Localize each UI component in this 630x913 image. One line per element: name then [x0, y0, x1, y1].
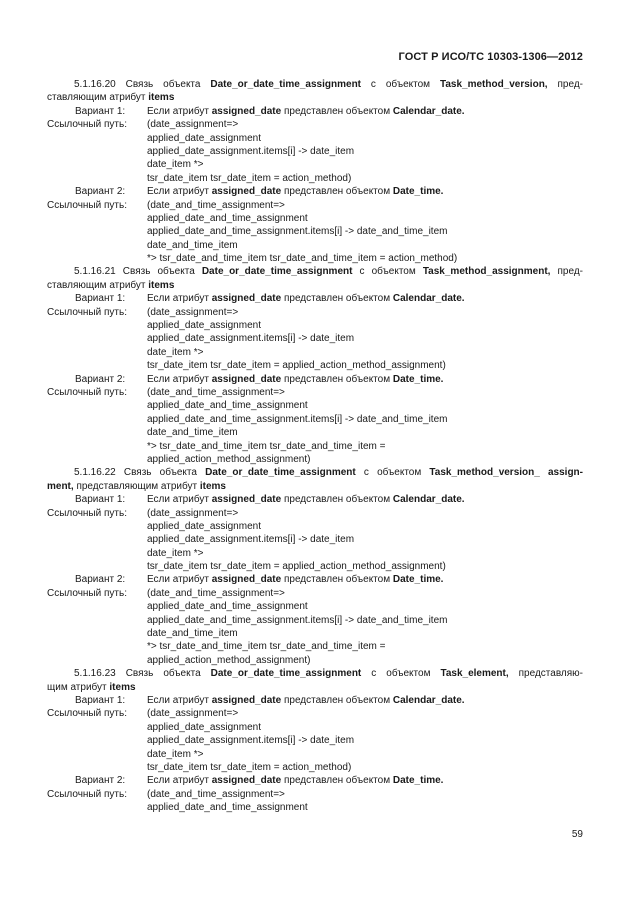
reference-value [147, 640, 385, 653]
reference-line [47, 734, 583, 747]
reference-line [47, 292, 583, 305]
bold-term: ment, [47, 480, 74, 492]
reference-value [147, 440, 385, 453]
reference-value [147, 252, 457, 265]
reference-value [147, 721, 261, 734]
reference-value [147, 212, 308, 225]
reference-line [47, 453, 583, 466]
document-body [47, 78, 583, 814]
reference-value [147, 306, 238, 319]
text-run: представлен объектом [281, 373, 393, 385]
text-run: applied_date_assignment [147, 132, 261, 144]
reference-value [147, 373, 443, 386]
variant-label: Вариант 2: [75, 373, 126, 385]
text-run: date_item *> [147, 547, 204, 559]
reference-line [47, 654, 583, 667]
reference-line [47, 105, 583, 118]
reference-value [147, 573, 443, 586]
reference-line [47, 761, 583, 774]
reference-line [47, 520, 583, 533]
reference-line [47, 547, 583, 560]
reference-value [147, 426, 238, 439]
text-run: applied_date_and_time_assignment.items[i] -> date_and_time_item [147, 226, 448, 238]
paragraph-line [47, 681, 583, 694]
reference-line [47, 158, 583, 171]
text-run: с объектом [361, 668, 441, 680]
text-run: представлен объектом [281, 775, 393, 787]
text-run: ставляющим атрибут [47, 92, 149, 104]
reference-line [47, 252, 583, 265]
reference-line [47, 145, 583, 158]
reference-line [47, 533, 583, 546]
paragraph-line [47, 466, 583, 479]
variant-label: Вариант 2: [75, 574, 126, 586]
text-run: *> tsr_date_and_time_item tsr_date_and_time_item = [147, 440, 386, 452]
reference-line [47, 239, 583, 252]
reference-value [147, 694, 465, 707]
bold-term: items [148, 279, 175, 291]
reference-value [147, 801, 308, 814]
reference-value [147, 520, 261, 533]
reference-value [147, 547, 203, 560]
reference-value [147, 600, 308, 613]
reference-value [147, 386, 285, 399]
text-run: applied_date_assignment.items[i] -> date_item [147, 534, 355, 546]
reference-value [147, 627, 238, 640]
text-run: applied_date_and_time_assignment [147, 802, 308, 814]
bold-term: Date_or_date_time_assignment [205, 467, 356, 479]
reference-value [147, 145, 354, 158]
bold-term: Calendar_date. [392, 494, 465, 506]
text-run: applied_date_assignment.items[i] -> date_item [147, 145, 355, 157]
reference-line [47, 694, 583, 707]
text-run: 5.1.16.21 Связь объекта [74, 266, 202, 278]
reference-value [147, 734, 354, 747]
page-number: 59 [571, 829, 583, 840]
reference-line [47, 118, 583, 131]
bold-term: assigned_date [211, 373, 282, 385]
bold-term: Date_time. [392, 186, 444, 198]
reference-line [47, 493, 583, 506]
reference-value [147, 654, 310, 667]
reference-value [147, 707, 238, 720]
text-run: *> tsr_date_and_time_item tsr_date_and_time_item = [147, 641, 386, 653]
text-run: с объектом [352, 266, 423, 278]
variant-label: Вариант 1: [75, 105, 126, 117]
reference-value [147, 105, 465, 118]
reference-value [147, 199, 285, 212]
bold-term: assigned_date [211, 574, 282, 586]
reference-value [147, 185, 443, 198]
variant-label: Ссылочный путь: [47, 788, 127, 800]
text-run: applied_action_method_assignment) [147, 453, 311, 465]
bold-term: Date_time. [392, 775, 444, 787]
text-run: представлен объектом [281, 186, 393, 198]
text-run: Если атрибут [147, 293, 212, 305]
reference-value [147, 788, 285, 801]
reference-line [47, 319, 583, 332]
bold-term: assigned_date [211, 105, 282, 117]
reference-line [47, 132, 583, 145]
reference-line [47, 507, 583, 520]
variant-label: Вариант 2: [75, 775, 126, 787]
variant-label: Ссылочный путь: [47, 386, 127, 398]
text-run: (date_assignment=> [147, 119, 239, 131]
text-run: щим атрибут [47, 681, 110, 693]
reference-line [47, 212, 583, 225]
reference-line [47, 774, 583, 787]
reference-value [147, 614, 447, 627]
text-run: представлен объектом [281, 105, 393, 117]
bold-term: Task_element, [440, 668, 509, 680]
reference-value [147, 774, 443, 787]
text-run: Если атрибут [147, 775, 212, 787]
bold-term: Calendar_date. [392, 105, 465, 117]
bold-term: items [148, 92, 175, 104]
text-run: (date_and_time_assignment=> [147, 788, 285, 800]
text-run: date_item *> [147, 159, 204, 171]
paragraph-line [47, 480, 583, 493]
text-run: applied_action_method_assignment) [147, 654, 311, 666]
text-run: (date_and_time_assignment=> [147, 386, 285, 398]
text-run: applied_date_assignment [147, 320, 261, 332]
text-run: представлен объектом [281, 293, 393, 305]
bold-term: items [199, 480, 226, 492]
reference-line [47, 788, 583, 801]
reference-value [147, 346, 203, 359]
reference-value [147, 332, 354, 345]
reference-line [47, 359, 583, 372]
variant-label: Вариант 1: [75, 293, 126, 305]
paragraph-line [47, 91, 583, 104]
text-run: (date_assignment=> [147, 708, 239, 720]
text-run: applied_date_and_time_assignment.items[i] -> date_and_time_item [147, 614, 448, 626]
bold-term: Task_method_version_ assign- [429, 467, 583, 479]
bold-term: Date_or_date_time_assignment [210, 668, 362, 680]
variant-label: Ссылочный путь: [47, 199, 127, 211]
bold-term: assigned_date [211, 293, 282, 305]
text-run: Если атрибут [147, 105, 212, 117]
reference-value [147, 493, 465, 506]
reference-line [47, 600, 583, 613]
reference-line [47, 386, 583, 399]
paragraph-line [47, 667, 583, 680]
bold-term: Date_time. [392, 574, 444, 586]
text-run: Если атрибут [147, 373, 212, 385]
variant-label: Ссылочный путь: [47, 507, 127, 519]
paragraph-line [47, 78, 583, 91]
reference-line [47, 373, 583, 386]
bold-term: items [109, 681, 136, 693]
text-run: date_and_time_item [147, 427, 238, 439]
reference-value [147, 399, 308, 412]
text-run: tsr_date_item tsr_date_item = applied_action_method_assignment) [147, 360, 446, 372]
bold-term: Calendar_date. [392, 293, 465, 305]
text-run: ставляющим атрибут [47, 279, 149, 291]
bold-term: Calendar_date. [392, 694, 465, 706]
reference-line [47, 721, 583, 734]
text-run: date_item *> [147, 748, 204, 760]
reference-line [47, 306, 583, 319]
variant-label: Вариант 2: [75, 186, 126, 198]
reference-value [147, 453, 310, 466]
text-run: applied_date_assignment [147, 721, 261, 733]
variant-label: Ссылочный путь: [47, 306, 127, 318]
bold-term: assigned_date [211, 186, 282, 198]
reference-value [147, 172, 351, 185]
bold-term: assigned_date [211, 775, 282, 787]
text-run: tsr_date_item tsr_date_item = action_method) [147, 172, 352, 184]
text-run: 5.1.16.22 Связь объекта [74, 467, 206, 479]
standard-header: ГОСТ Р ИСО/ТС 10303-1306—2012 [398, 51, 583, 63]
text-run: date_and_time_item [147, 239, 238, 251]
reference-line [47, 185, 583, 198]
text-run: tsr_date_item tsr_date_item = applied_action_method_assignment) [147, 561, 446, 573]
reference-line [47, 172, 583, 185]
text-run: applied_date_assignment [147, 520, 261, 532]
variant-label: Вариант 1: [75, 694, 126, 706]
text-run: представлен объектом [281, 694, 393, 706]
reference-value [147, 239, 238, 252]
reference-line [47, 573, 583, 586]
reference-value [147, 748, 203, 761]
bold-term: Date_or_date_time_assignment [201, 266, 353, 278]
text-run: Если атрибут [147, 574, 212, 586]
text-run: applied_date_and_time_assignment.items[i] -> date_and_time_item [147, 413, 448, 425]
reference-value [147, 507, 238, 520]
bold-term: Date_time. [392, 373, 444, 385]
bold-term: Task_method_assignment, [422, 266, 551, 278]
reference-value [147, 587, 285, 600]
reference-line [47, 587, 583, 600]
reference-line [47, 707, 583, 720]
text-run: пред- [550, 266, 584, 278]
reference-line [47, 440, 583, 453]
reference-value [147, 761, 351, 774]
paragraph-line [47, 279, 583, 292]
reference-value [147, 292, 465, 305]
text-run: applied_date_and_time_assignment [147, 601, 308, 613]
reference-line [47, 332, 583, 345]
bold-term: assigned_date [211, 694, 282, 706]
reference-line [47, 801, 583, 814]
text-run: Если атрибут [147, 694, 212, 706]
text-run: *> tsr_date_and_time_item tsr_date_and_time_item = action_method) [147, 253, 458, 265]
variant-label: Ссылочный путь: [47, 708, 127, 720]
reference-line [47, 614, 583, 627]
bold-term: assigned_date [211, 494, 282, 506]
bold-term: Task_method_version, [439, 79, 548, 90]
reference-value [147, 132, 261, 145]
text-run: date_item *> [147, 346, 204, 358]
text-run: представляю- [508, 668, 583, 680]
text-run: (date_and_time_assignment=> [147, 199, 285, 211]
reference-line [47, 199, 583, 212]
text-run: Если атрибут [147, 186, 212, 198]
text-run: 5.1.16.20 Связь объекта [74, 79, 211, 90]
reference-line [47, 346, 583, 359]
text-run: представляющим атрибут [73, 480, 200, 492]
bold-term: Date_or_date_time_assignment [210, 79, 362, 90]
variant-label: Ссылочный путь: [47, 119, 127, 131]
text-run: 5.1.16.23 Связь объекта [74, 668, 211, 680]
text-run: date_and_time_item [147, 628, 238, 640]
text-run: applied_date_and_time_assignment [147, 400, 308, 412]
text-run: представлен объектом [281, 494, 393, 506]
variant-label: Ссылочный путь: [47, 587, 127, 599]
text-run: с объектом [355, 467, 430, 479]
reference-value [147, 413, 447, 426]
text-run: с объектом [361, 79, 440, 90]
text-run: пред- [547, 79, 583, 90]
variant-label: Вариант 1: [75, 494, 126, 506]
reference-line [47, 399, 583, 412]
reference-line [47, 225, 583, 238]
reference-value [147, 359, 446, 372]
reference-line [47, 413, 583, 426]
reference-line [47, 640, 583, 653]
paragraph-line [47, 265, 583, 278]
text-run: tsr_date_item tsr_date_item = action_method) [147, 761, 352, 773]
reference-value [147, 560, 446, 573]
text-run: applied_date_and_time_assignment [147, 212, 308, 224]
text-run: applied_date_assignment.items[i] -> date_item [147, 333, 355, 345]
reference-value [147, 118, 238, 131]
reference-value [147, 533, 354, 546]
text-run: applied_date_assignment.items[i] -> date_item [147, 735, 355, 747]
reference-value [147, 225, 447, 238]
reference-line [47, 426, 583, 439]
text-run: (date_assignment=> [147, 306, 239, 318]
reference-line [47, 560, 583, 573]
text-run: (date_assignment=> [147, 507, 239, 519]
text-run: представлен объектом [281, 574, 393, 586]
reference-value [147, 158, 203, 171]
reference-line [47, 627, 583, 640]
text-run: Если атрибут [147, 494, 212, 506]
reference-line [47, 748, 583, 761]
reference-value [147, 319, 261, 332]
text-run: (date_and_time_assignment=> [147, 587, 285, 599]
